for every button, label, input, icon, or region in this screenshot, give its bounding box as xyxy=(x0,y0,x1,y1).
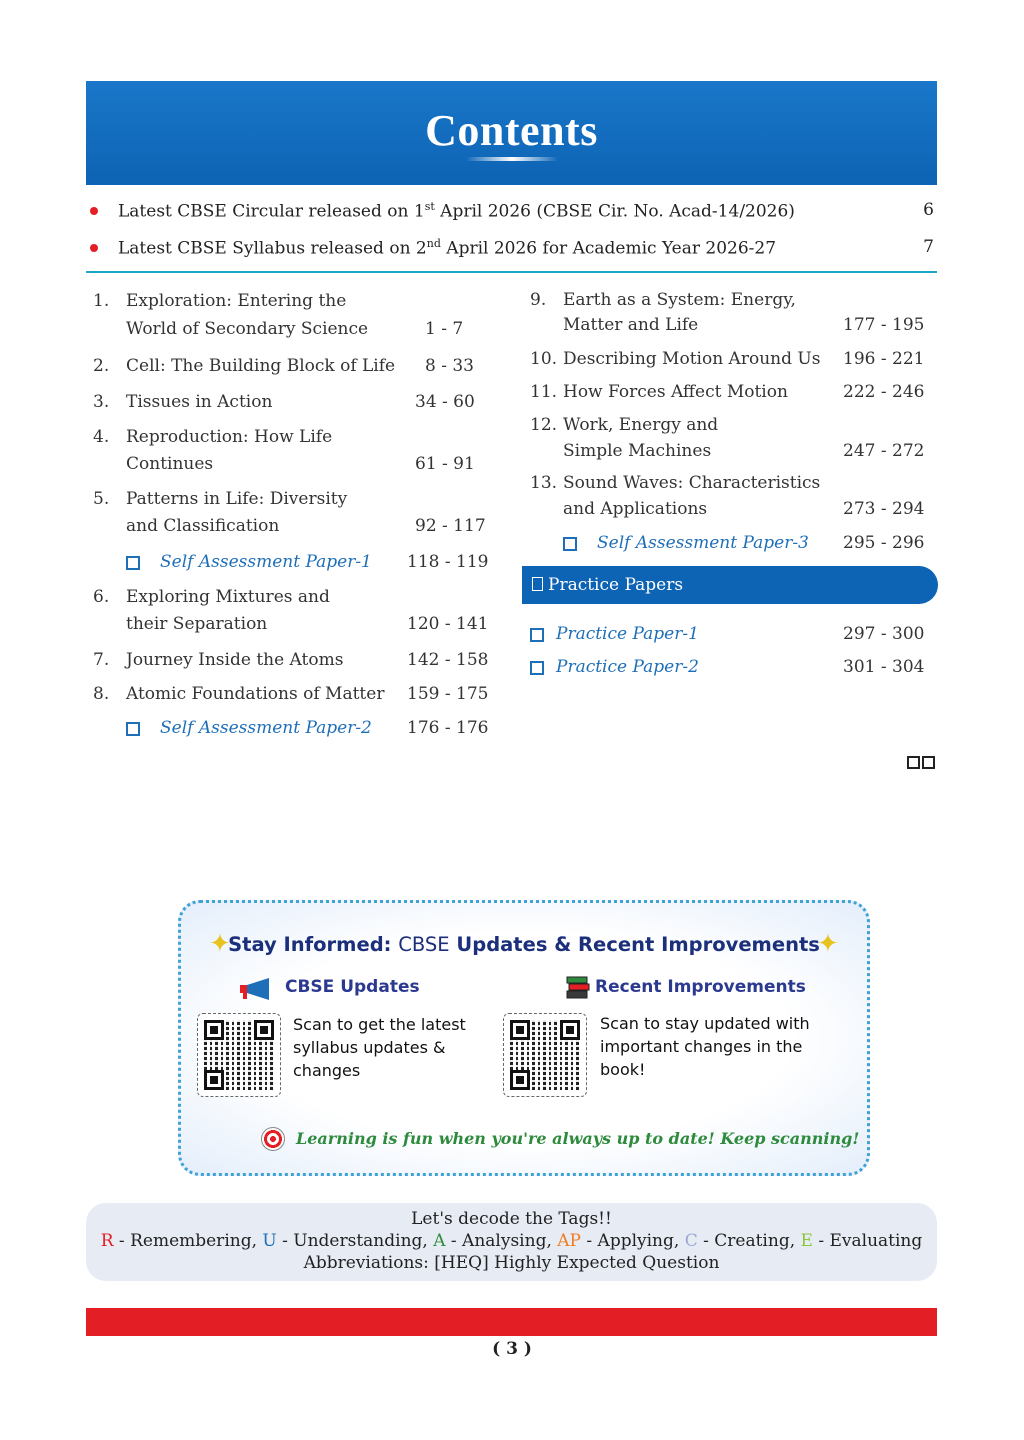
practice-paper-label: Practice Paper-1 xyxy=(556,624,699,644)
checkbox-square-icon xyxy=(530,628,544,642)
qr-text-line: important changes in the xyxy=(600,1037,803,1056)
toc-title-line1: Exploring Mixtures and xyxy=(126,587,330,607)
toc-title-line1: Atomic Foundations of Matter xyxy=(126,684,385,704)
stay-informed-box xyxy=(178,900,870,1176)
toc-pages: 92 - 117 xyxy=(415,516,486,536)
syllabus-row xyxy=(86,235,937,263)
toc-title-line2: Matter and Life xyxy=(563,315,699,335)
toc-title-line2: Continues xyxy=(126,454,214,474)
toc-title-line1: Reproduction: How Life xyxy=(126,427,333,447)
toc-title-line1: Work, Energy and xyxy=(563,415,719,435)
circular-text-a: Latest CBSE Circular released on 1 xyxy=(118,201,425,222)
tag-label: - Remembering, xyxy=(113,1231,263,1251)
practice-paper-1[interactable] xyxy=(530,624,930,648)
toc-item-12[interactable] xyxy=(530,415,930,469)
divider-rule xyxy=(86,271,937,273)
toc-title-line1: Patterns in Life: Diversity xyxy=(126,489,348,509)
tag-code-r: R xyxy=(100,1231,114,1251)
toc-item-9[interactable] xyxy=(530,290,930,344)
checkbox-square-icon xyxy=(530,661,544,675)
toc-item-8[interactable] xyxy=(93,684,493,712)
qr-text-line: book! xyxy=(600,1060,646,1079)
toc-number: 1. xyxy=(93,291,110,311)
toc-item-1[interactable] xyxy=(93,291,493,347)
qr-text-line: Scan to stay updated with xyxy=(600,1014,810,1033)
toc-number: 10. xyxy=(530,349,558,369)
toc-title-line1: Exploration: Entering the xyxy=(126,291,347,311)
toc-number: 8. xyxy=(93,684,110,704)
syllabus-text-b: April 2026 for Academic Year 2026-27 xyxy=(440,238,777,259)
title-part-c: Updates & Recent Improvements xyxy=(449,933,820,956)
sap-label: Self Assessment Paper-3 xyxy=(597,533,809,553)
qr-text-line: Scan to get the latest xyxy=(293,1015,466,1034)
toc-number: 4. xyxy=(93,427,110,447)
toc-item-4[interactable] xyxy=(93,427,493,483)
toc-title-line2: and Applications xyxy=(563,499,708,519)
sparkle-star-icon: ✦ xyxy=(209,929,231,959)
books-icon xyxy=(565,975,591,1001)
toc-pages: 1 - 7 xyxy=(425,319,464,339)
tag-label: - Analysing, xyxy=(445,1231,558,1251)
toc-title-line1: Tissues in Action xyxy=(126,392,273,412)
cbse-updates-qr-code[interactable] xyxy=(197,1013,281,1097)
syllabus-text-a: Latest CBSE Syllabus released on 2 xyxy=(118,238,427,259)
toc-pages: 196 - 221 xyxy=(843,349,925,369)
toc-pages: 247 - 272 xyxy=(843,441,925,461)
checkbox-square-icon xyxy=(563,537,577,551)
recent-improvements-text xyxy=(600,1012,810,1081)
practice-papers-bar xyxy=(522,566,938,604)
toc-pages: 120 - 141 xyxy=(407,614,489,634)
sap-label: Self Assessment Paper-1 xyxy=(160,552,372,572)
qr-text-line: syllabus updates & xyxy=(293,1038,446,1057)
tag-code-a: A xyxy=(433,1231,446,1251)
syllabus-page: 7 xyxy=(923,237,934,257)
end-square-icon xyxy=(922,756,935,769)
self-assessment-paper-1[interactable] xyxy=(126,552,493,576)
toc-item-5[interactable] xyxy=(93,489,493,545)
toc-title-line1: How Forces Affect Motion xyxy=(563,382,788,402)
toc-item-6[interactable] xyxy=(93,587,493,643)
cbse-updates-heading: CBSE Updates xyxy=(285,977,420,997)
tag-code-e: E xyxy=(800,1231,813,1251)
tags-legend-box xyxy=(86,1203,937,1281)
circular-sup: st xyxy=(424,200,435,213)
sparkle-star-icon: ✦ xyxy=(817,929,839,959)
tag-code-c: C xyxy=(684,1231,698,1251)
syllabus-sup: nd xyxy=(426,237,441,250)
page-title: Contents xyxy=(425,106,598,155)
practice-papers-heading: Practice Papers xyxy=(548,575,684,595)
toc-title-line2: World of Secondary Science xyxy=(126,319,369,339)
title-underline xyxy=(466,157,558,161)
sap-pages: 295 - 296 xyxy=(843,533,925,553)
contents-header-band xyxy=(86,81,937,185)
tags-list xyxy=(86,1231,937,1251)
tag-label: - Understanding, xyxy=(276,1231,434,1251)
toc-item-7[interactable] xyxy=(93,650,493,678)
sap-pages: 118 - 119 xyxy=(407,552,489,572)
toc-number: 7. xyxy=(93,650,110,670)
checkbox-square-icon xyxy=(126,722,140,736)
self-assessment-paper-2[interactable] xyxy=(126,718,493,742)
sap-pages: 176 - 176 xyxy=(407,718,489,738)
toc-item-10[interactable] xyxy=(530,349,930,377)
sap-label: Self Assessment Paper-2 xyxy=(160,718,372,738)
tag-label: - Creating, xyxy=(697,1231,801,1251)
toc-title-line1: Cell: The Building Block of Life xyxy=(126,356,396,376)
stay-informed-title xyxy=(181,933,867,956)
title-part-a: Stay Informed: xyxy=(228,933,399,956)
tag-code-ap: AP xyxy=(557,1231,581,1251)
toc-number: 11. xyxy=(530,382,558,402)
page-number: ( 3 ) xyxy=(492,1339,532,1359)
title-part-b: CBSE xyxy=(398,933,450,956)
toc-pages: 273 - 294 xyxy=(843,499,925,519)
toc-title-line1: Earth as a System: Energy, xyxy=(563,290,796,310)
toc-number: 6. xyxy=(93,587,110,607)
toc-title-line1: Describing Motion Around Us xyxy=(563,349,821,369)
toc-title-line2: Simple Machines xyxy=(563,441,712,461)
toc-pages: 222 - 246 xyxy=(843,382,925,402)
document-icon xyxy=(532,577,543,591)
footer-red-bar xyxy=(86,1308,937,1336)
tag-code-u: U xyxy=(262,1231,277,1251)
tags-heading: Let's decode the Tags!! xyxy=(411,1209,612,1229)
toc-title-line1: Sound Waves: Characteristics xyxy=(563,473,821,493)
practice-paper-2[interactable] xyxy=(530,657,930,681)
practice-paper-pages: 297 - 300 xyxy=(843,624,925,644)
toc-title-line2: their Separation xyxy=(126,614,268,634)
practice-paper-label: Practice Paper-2 xyxy=(556,657,699,677)
toc-number: 2. xyxy=(93,356,110,376)
circular-text xyxy=(118,200,795,222)
toc-pages: 159 - 175 xyxy=(407,684,489,704)
cbse-updates-text xyxy=(293,1013,466,1082)
recent-improvements-heading: Recent Improvements xyxy=(595,977,806,997)
toc-number: 5. xyxy=(93,489,110,509)
circular-page: 6 xyxy=(923,200,934,220)
toc-title-line1: Journey Inside the Atoms xyxy=(126,650,344,670)
toc-number: 3. xyxy=(93,392,110,412)
bullet-dot xyxy=(90,207,98,215)
toc-number: 12. xyxy=(530,415,558,435)
toc-number: 9. xyxy=(530,290,547,310)
circular-text-b: April 2026 (CBSE Cir. No. Acad-14/2026) xyxy=(434,201,795,222)
circular-row xyxy=(86,198,937,226)
toc-pages: 142 - 158 xyxy=(407,650,489,670)
megaphone-icon xyxy=(239,977,273,1001)
toc-item-11[interactable] xyxy=(530,382,930,410)
toc-title-line2: and Classification xyxy=(126,516,280,536)
self-assessment-paper-3[interactable] xyxy=(563,533,930,557)
abbreviations-text: Abbreviations: [HEQ] Highly Expected Question xyxy=(303,1253,720,1273)
recent-improvements-qr-code[interactable] xyxy=(503,1013,587,1097)
toc-number: 13. xyxy=(530,473,558,493)
end-square-icon xyxy=(907,756,920,769)
toc-pages: 177 - 195 xyxy=(843,315,925,335)
bullet-dot xyxy=(90,244,98,252)
qr-text-line: changes xyxy=(293,1061,361,1080)
syllabus-text xyxy=(118,237,776,259)
toc-pages: 8 - 33 xyxy=(425,356,474,376)
toc-item-3[interactable] xyxy=(93,392,493,420)
practice-paper-pages: 301 - 304 xyxy=(843,657,925,677)
tag-label: - Evaluating xyxy=(812,1231,923,1251)
toc-item-13[interactable] xyxy=(530,473,930,527)
checkbox-square-icon xyxy=(126,556,140,570)
target-icon xyxy=(261,1127,285,1151)
tagline: Learning is fun when you're always up to date! Keep scanning! xyxy=(296,1129,860,1148)
toc-item-2[interactable] xyxy=(93,356,493,384)
tag-label: - Applying, xyxy=(580,1231,685,1251)
toc-pages: 61 - 91 xyxy=(415,454,475,474)
toc-pages: 34 - 60 xyxy=(415,392,475,412)
